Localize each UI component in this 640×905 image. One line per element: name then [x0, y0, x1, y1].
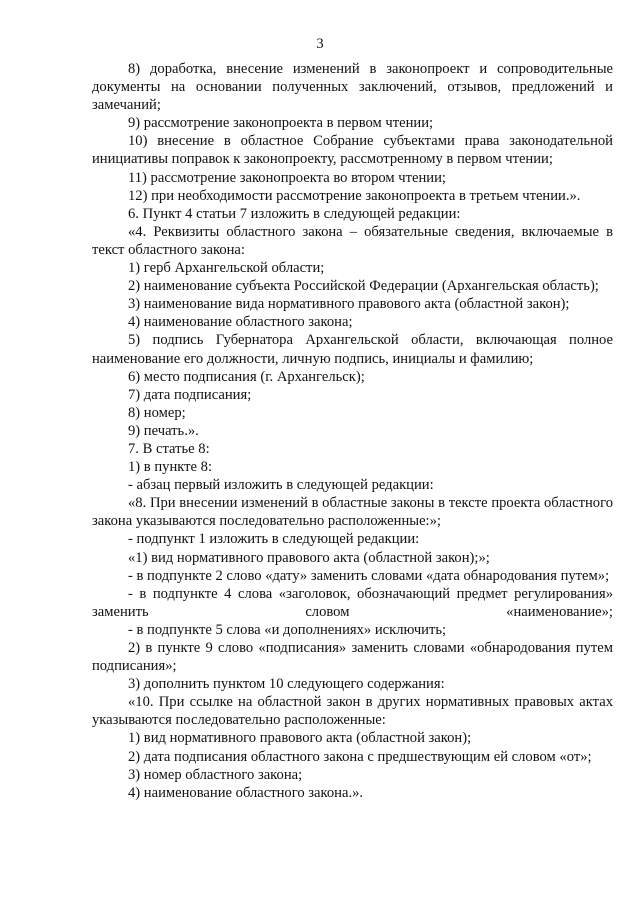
paragraph: 5) подпись Губернатора Архангельской области, включающая полное наименование его должности, личную подпись, инициалы и фамилию; [92, 332, 613, 367]
paragraph: 3) наименование вида нормативного правового акта (областной закон); [128, 296, 570, 313]
paragraph: 4) наименование областного закона; [128, 314, 353, 331]
paragraph: 7) дата подписания; [128, 386, 252, 403]
paragraph: 6. Пункт 4 статьи 7 изложить в следующей редакции: [128, 205, 461, 222]
paragraph: 9) рассмотрение законопроекта в первом чтении; [128, 115, 434, 132]
paragraph: 3) дополнить пунктом 10 следующего содержания: [128, 676, 445, 693]
paragraph: 8) номер; [128, 404, 186, 421]
paragraph: - в подпункте 4 слова «заголовок, обозначающий предмет регулирования» заменить словом «наименование»; [92, 585, 613, 620]
paragraph: 1) вид нормативного правового акта (областной закон); [128, 730, 472, 747]
paragraph: 2) в пункте 9 слово «подписания» заменить словами «обнародования путем подписания»; [92, 640, 613, 675]
paragraph: 10) внесение в областное Собрание субъектами права законодательной инициативы поправок к законопроекту, рассмотренному в первом чтении; [92, 133, 613, 168]
paragraph: «10. При ссылке на областной закон в других нормативных правовых актах указываются последовательно расположенные: [92, 694, 613, 729]
paragraph: 4) наименование областного закона.». [128, 784, 364, 801]
paragraph: 1) в пункте 8: [128, 459, 213, 476]
paragraph: «4. Реквизиты областного закона – обязательные сведения, включаемые в текст областного закона: [92, 223, 613, 258]
paragraph: - подпункт 1 изложить в следующей редакции: [128, 531, 420, 548]
paragraph: 6) место подписания (г. Архангельск); [128, 368, 365, 385]
paragraph: 11) рассмотрение законопроекта во втором чтении; [128, 169, 446, 186]
paragraph: 3) номер областного закона; [128, 766, 303, 783]
paragraph: - в подпункте 5 слова «и дополнениях» исключить; [128, 621, 447, 638]
paragraph: 2) дата подписания областного закона с предшествующим ей словом «от»; [128, 748, 592, 765]
paragraph: 9) печать.». [128, 422, 199, 439]
paragraph: 7. В статье 8: [128, 440, 210, 457]
paragraph: - абзац первый изложить в следующей редакции: [128, 477, 434, 494]
paragraph: 1) герб Архангельской области; [128, 260, 325, 277]
page-number: 3 [316, 36, 324, 52]
paragraph: 12) при необходимости рассмотрение законопроекта в третьем чтении.». [128, 187, 581, 204]
paragraph: 8) доработка, внесение изменений в законопроект и сопроводительные документы на основании полученных заключений, отзывов, предложений и замечаний; [92, 61, 613, 114]
paragraph: «1) вид нормативного правового акта (областной закон);»; [128, 549, 490, 566]
paragraph: 2) наименование субъекта Российской Федерации (Архангельская область); [128, 278, 599, 295]
document-body [92, 60, 613, 802]
paragraph: «8. При внесении изменений в областные законы в тексте проекта областного закона указываются последовательно расположенные:»; [92, 495, 613, 530]
paragraph: - в подпункте 2 слово «дату» заменить словами «дата обнародования путем»; [128, 567, 610, 584]
